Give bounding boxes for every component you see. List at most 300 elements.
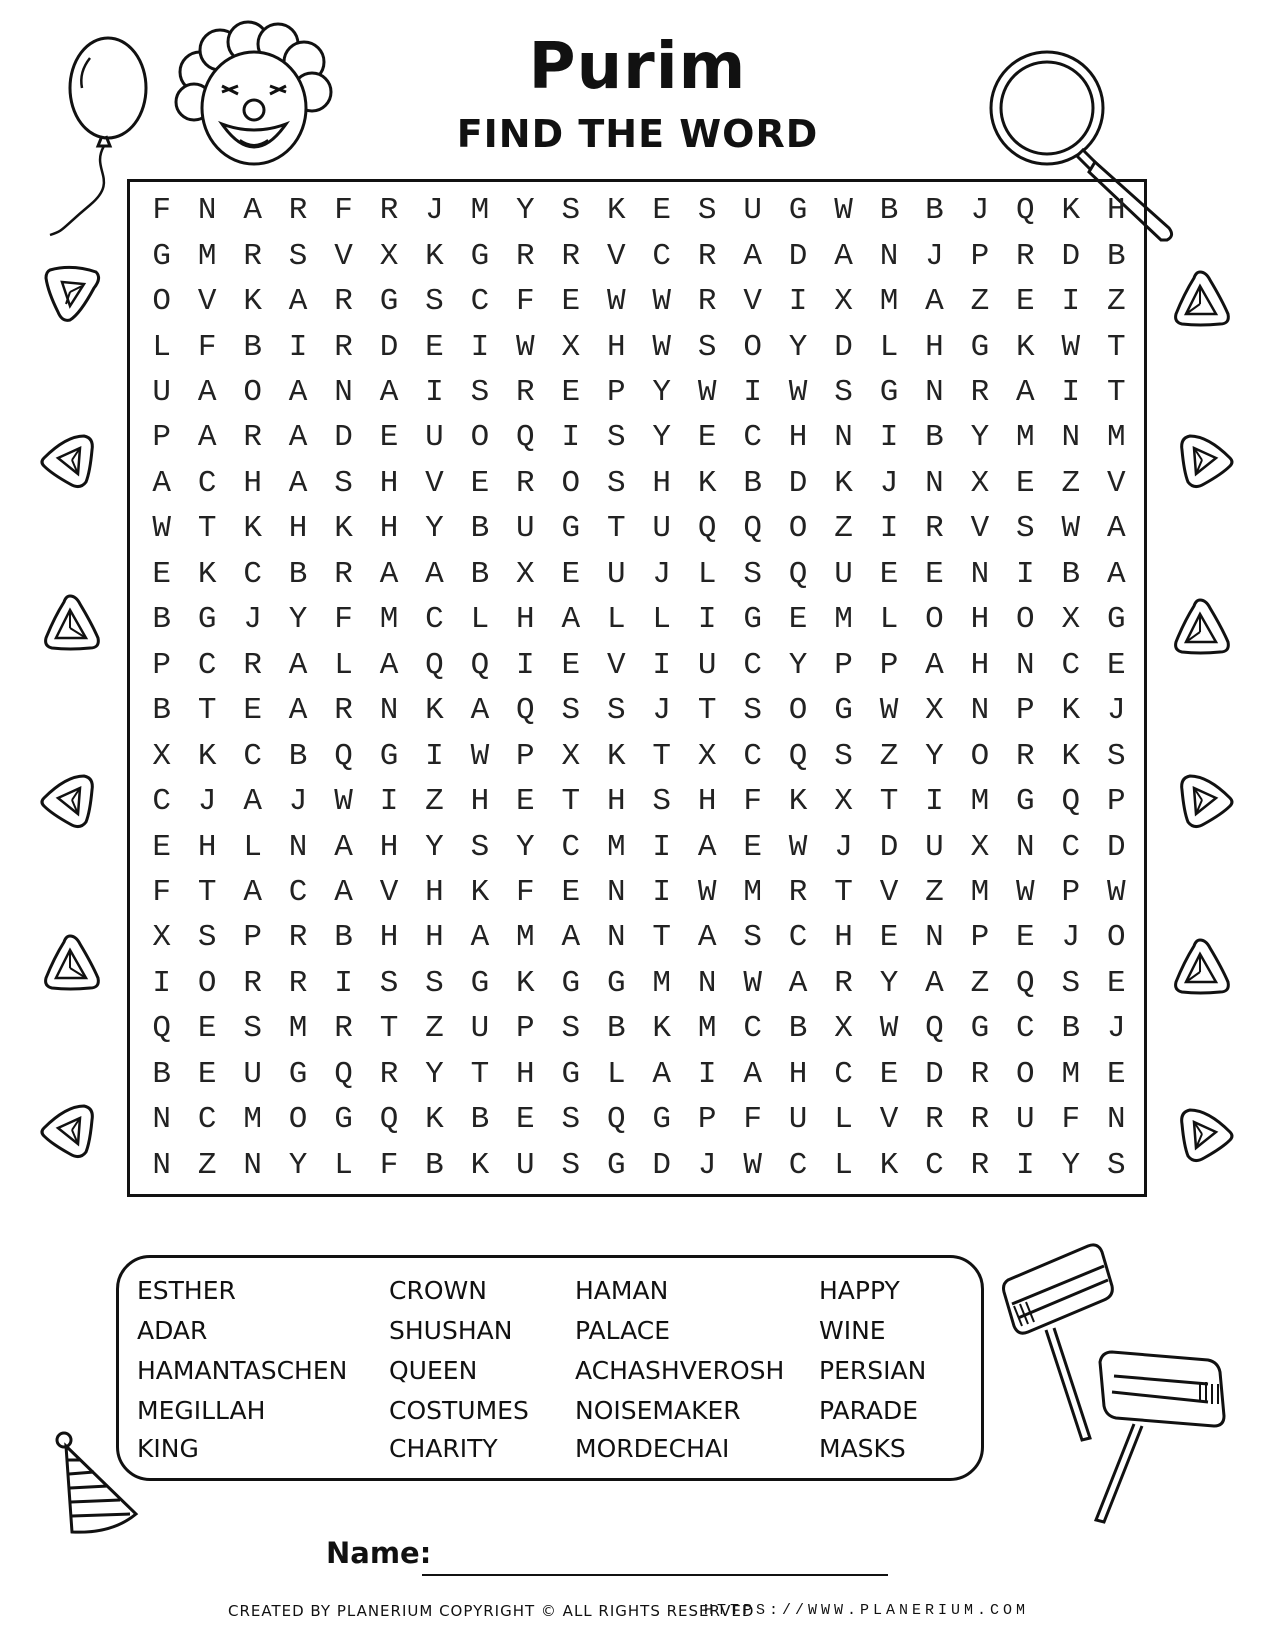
grid-letter[interactable]: S [1106, 738, 1126, 774]
grid-letter[interactable]: H [425, 875, 444, 911]
grid-letter[interactable]: S [1061, 965, 1081, 1001]
grid-letter[interactable]: E [561, 284, 581, 320]
grid-letter[interactable]: X [561, 738, 581, 774]
grid-letter[interactable]: U [834, 556, 853, 592]
grid-letter[interactable]: V [334, 238, 353, 274]
grid-letter[interactable]: O [788, 693, 808, 729]
grid-letter[interactable]: L [652, 602, 672, 638]
grid-letter[interactable]: E [879, 1056, 899, 1092]
grid-letter[interactable]: N [606, 875, 626, 911]
grid-letter[interactable]: I [470, 329, 490, 365]
name-input-line[interactable] [422, 1574, 888, 1576]
grid-letter[interactable]: U [697, 647, 717, 683]
grid-letter[interactable]: L [152, 329, 172, 365]
grid-letter[interactable]: U [425, 420, 444, 456]
grid-letter[interactable]: A [925, 965, 944, 1001]
grid-letter[interactable]: W [1106, 875, 1126, 911]
grid-letter[interactable]: E [425, 329, 444, 365]
grid-letter[interactable]: A [334, 829, 353, 865]
grid-letter[interactable]: C [743, 647, 762, 683]
grid-letter[interactable]: H [470, 784, 490, 820]
grid-letter[interactable]: C [197, 647, 217, 683]
grid-letter[interactable]: B [743, 465, 762, 501]
grid-letter[interactable]: J [288, 784, 308, 820]
grid-letter[interactable]: X [925, 693, 944, 729]
grid-letter[interactable]: G [1016, 784, 1035, 820]
grid-letter[interactable]: K [425, 238, 444, 274]
grid-letter[interactable]: R [1016, 738, 1035, 774]
grid-letter[interactable]: J [652, 693, 672, 729]
grid-letter[interactable]: E [516, 784, 535, 820]
grid-letter[interactable]: K [243, 284, 262, 320]
grid-letter[interactable]: B [288, 738, 308, 774]
grid-letter[interactable]: X [516, 556, 535, 592]
grid-letter[interactable]: O [243, 375, 262, 411]
grid-letter[interactable]: R [379, 193, 399, 229]
grid-letter[interactable]: A [379, 556, 399, 592]
footer-url[interactable]: HTTPS://WWW.PLANERIUM.COM [704, 1602, 1030, 1619]
grid-letter[interactable]: I [1061, 284, 1081, 320]
grid-letter[interactable]: A [1106, 511, 1126, 547]
grid-letter[interactable]: H [197, 829, 217, 865]
grid-letter[interactable]: P [243, 920, 262, 956]
grid-letter[interactable]: S [652, 784, 672, 820]
grid-letter[interactable]: D [334, 420, 353, 456]
grid-letter[interactable]: G [652, 1102, 672, 1138]
grid-letter[interactable]: Q [788, 556, 808, 592]
grid-letter[interactable]: M [606, 829, 626, 865]
grid-letter[interactable]: S [697, 193, 717, 229]
grid-letter[interactable]: N [970, 693, 990, 729]
grid-letter[interactable]: H [379, 465, 399, 501]
grid-letter[interactable]: L [834, 1102, 853, 1138]
grid-letter[interactable]: G [197, 602, 217, 638]
grid-letter[interactable]: D [379, 329, 399, 365]
grid-letter[interactable]: B [425, 1147, 444, 1183]
grid-letter[interactable]: E [697, 420, 717, 456]
grid-letter[interactable]: B [470, 1102, 490, 1138]
grid-letter[interactable]: W [516, 329, 535, 365]
grid-letter[interactable]: P [697, 1102, 717, 1138]
grid-letter[interactable]: K [1061, 738, 1081, 774]
grid-letter[interactable]: U [743, 193, 762, 229]
grid-letter[interactable]: H [834, 920, 853, 956]
grid-letter[interactable]: G [879, 375, 899, 411]
grid-letter[interactable]: B [243, 329, 262, 365]
grid-letter[interactable]: V [879, 875, 899, 911]
grid-letter[interactable]: M [652, 965, 672, 1001]
grid-letter[interactable]: R [243, 647, 262, 683]
grid-letter[interactable]: R [970, 375, 990, 411]
grid-letter[interactable]: A [243, 875, 262, 911]
grid-letter[interactable]: W [1016, 875, 1035, 911]
grid-letter[interactable]: H [970, 647, 990, 683]
grid-letter[interactable]: H [379, 920, 399, 956]
grid-letter[interactable]: Q [516, 693, 535, 729]
grid-letter[interactable]: U [243, 1056, 262, 1092]
grid-letter[interactable]: I [1016, 556, 1035, 592]
grid-letter[interactable]: S [561, 1011, 581, 1047]
grid-letter[interactable]: K [516, 965, 535, 1001]
grid-letter[interactable]: N [1106, 1102, 1126, 1138]
grid-letter[interactable]: P [606, 375, 626, 411]
grid-letter[interactable]: T [561, 784, 581, 820]
grid-letter[interactable]: D [652, 1147, 672, 1183]
grid-letter[interactable]: D [788, 465, 808, 501]
grid-letter[interactable]: A [243, 193, 262, 229]
grid-letter[interactable]: N [834, 420, 853, 456]
grid-letter[interactable]: R [788, 875, 808, 911]
grid-letter[interactable]: F [743, 1102, 762, 1138]
grid-letter[interactable]: N [243, 1147, 262, 1183]
grid-letter[interactable]: Q [334, 738, 353, 774]
grid-letter[interactable]: X [1061, 602, 1081, 638]
grid-letter[interactable]: B [788, 1011, 808, 1047]
grid-letter[interactable]: F [516, 875, 535, 911]
grid-letter[interactable]: L [697, 556, 717, 592]
grid-letter[interactable]: U [788, 1102, 808, 1138]
grid-letter[interactable]: C [561, 829, 581, 865]
grid-letter[interactable]: Y [652, 375, 672, 411]
grid-letter[interactable]: G [152, 238, 172, 274]
grid-letter[interactable]: B [1061, 556, 1081, 592]
grid-letter[interactable]: G [970, 329, 990, 365]
grid-letter[interactable]: X [152, 738, 172, 774]
grid-letter[interactable]: Q [697, 511, 717, 547]
grid-letter[interactable]: N [152, 1102, 172, 1138]
grid-letter[interactable]: P [152, 647, 172, 683]
grid-letter[interactable]: K [834, 465, 853, 501]
grid-letter[interactable]: S [425, 284, 444, 320]
grid-letter[interactable]: M [879, 284, 899, 320]
grid-letter[interactable]: Q [606, 1102, 626, 1138]
grid-letter[interactable]: S [834, 738, 853, 774]
grid-letter[interactable]: B [1061, 1011, 1081, 1047]
grid-letter[interactable]: T [1106, 375, 1126, 411]
grid-letter[interactable]: H [243, 465, 262, 501]
grid-letter[interactable]: H [606, 784, 626, 820]
grid-letter[interactable]: Z [970, 284, 990, 320]
grid-letter[interactable]: C [288, 875, 308, 911]
grid-letter[interactable]: Q [334, 1056, 353, 1092]
grid-letter[interactable]: C [925, 1147, 944, 1183]
grid-letter[interactable]: E [379, 420, 399, 456]
grid-letter[interactable]: P [152, 420, 172, 456]
grid-letter[interactable]: R [1016, 238, 1035, 274]
grid-letter[interactable]: N [1016, 829, 1035, 865]
grid-letter[interactable]: V [197, 284, 217, 320]
grid-letter[interactable]: A [743, 1056, 762, 1092]
grid-letter[interactable]: S [606, 420, 626, 456]
grid-letter[interactable]: Q [788, 738, 808, 774]
grid-letter[interactable]: P [834, 647, 853, 683]
grid-letter[interactable]: E [243, 693, 262, 729]
grid-letter[interactable]: C [834, 1056, 853, 1092]
grid-letter[interactable]: M [970, 784, 990, 820]
grid-letter[interactable]: Y [425, 829, 444, 865]
grid-letter[interactable]: A [788, 965, 808, 1001]
grid-letter[interactable]: H [288, 511, 308, 547]
grid-letter[interactable]: C [197, 465, 217, 501]
grid-letter[interactable]: U [516, 1147, 535, 1183]
grid-letter[interactable]: Z [197, 1147, 217, 1183]
grid-letter[interactable]: A [379, 375, 399, 411]
grid-letter[interactable]: Z [425, 1011, 444, 1047]
grid-letter[interactable]: I [879, 511, 899, 547]
grid-letter[interactable]: H [925, 329, 944, 365]
grid-letter[interactable]: G [743, 602, 762, 638]
grid-letter[interactable]: R [516, 375, 535, 411]
grid-letter[interactable]: A [925, 647, 944, 683]
grid-letter[interactable]: I [652, 647, 672, 683]
grid-letter[interactable]: J [1106, 1011, 1126, 1047]
grid-letter[interactable]: C [1061, 647, 1081, 683]
grid-letter[interactable]: O [970, 738, 990, 774]
grid-letter[interactable]: R [697, 238, 717, 274]
grid-letter[interactable]: M [516, 920, 535, 956]
grid-letter[interactable]: J [1106, 693, 1126, 729]
grid-letter[interactable]: F [516, 284, 535, 320]
grid-letter[interactable]: Y [288, 1147, 308, 1183]
grid-letter[interactable]: W [470, 738, 490, 774]
grid-letter[interactable]: O [1016, 602, 1035, 638]
grid-letter[interactable]: N [925, 375, 944, 411]
grid-letter[interactable]: M [197, 238, 217, 274]
grid-letter[interactable]: I [425, 375, 444, 411]
grid-letter[interactable]: K [425, 1102, 444, 1138]
grid-letter[interactable]: S [561, 193, 581, 229]
grid-letter[interactable]: E [561, 647, 581, 683]
grid-letter[interactable]: B [152, 602, 172, 638]
grid-letter[interactable]: C [788, 920, 808, 956]
grid-letter[interactable]: I [697, 602, 717, 638]
grid-letter[interactable]: O [743, 329, 762, 365]
grid-letter[interactable]: G [470, 965, 490, 1001]
grid-letter[interactable]: L [879, 329, 899, 365]
grid-letter[interactable]: X [970, 465, 990, 501]
grid-letter[interactable]: C [652, 238, 672, 274]
grid-letter[interactable]: T [197, 511, 217, 547]
grid-letter[interactable]: R [334, 693, 353, 729]
grid-letter[interactable]: H [516, 602, 535, 638]
grid-letter[interactable]: I [516, 647, 535, 683]
grid-letter[interactable]: J [197, 784, 217, 820]
grid-letter[interactable]: K [1061, 193, 1081, 229]
grid-letter[interactable]: Y [879, 965, 899, 1001]
grid-letter[interactable]: E [1106, 1056, 1126, 1092]
grid-letter[interactable]: Q [152, 1011, 172, 1047]
grid-letter[interactable]: T [197, 875, 217, 911]
grid-letter[interactable]: T [834, 875, 853, 911]
grid-letter[interactable]: X [561, 329, 581, 365]
grid-letter[interactable]: R [516, 465, 535, 501]
grid-letter[interactable]: N [697, 965, 717, 1001]
grid-letter[interactable]: H [1106, 193, 1126, 229]
grid-letter[interactable]: A [925, 284, 944, 320]
grid-letter[interactable]: S [561, 1102, 581, 1138]
grid-letter[interactable]: X [834, 284, 853, 320]
grid-letter[interactable]: Y [425, 1056, 444, 1092]
grid-letter[interactable]: S [1016, 511, 1035, 547]
grid-letter[interactable]: R [834, 965, 853, 1001]
grid-letter[interactable]: N [379, 693, 399, 729]
grid-letter[interactable]: E [197, 1011, 217, 1047]
grid-letter[interactable]: V [743, 284, 762, 320]
grid-letter[interactable]: U [152, 375, 172, 411]
grid-letter[interactable]: I [334, 965, 353, 1001]
grid-letter[interactable]: M [1016, 420, 1035, 456]
grid-letter[interactable]: N [152, 1147, 172, 1183]
grid-letter[interactable]: J [925, 238, 944, 274]
grid-letter[interactable]: Q [379, 1102, 399, 1138]
grid-letter[interactable]: Y [652, 420, 672, 456]
grid-letter[interactable]: C [152, 784, 172, 820]
grid-letter[interactable]: W [152, 511, 172, 547]
grid-letter[interactable]: A [425, 556, 444, 592]
grid-letter[interactable]: V [379, 875, 399, 911]
grid-letter[interactable]: Z [879, 738, 899, 774]
grid-letter[interactable]: S [606, 465, 626, 501]
grid-letter[interactable]: F [334, 602, 353, 638]
grid-letter[interactable]: B [925, 193, 944, 229]
grid-letter[interactable]: O [288, 1102, 308, 1138]
grid-letter[interactable]: I [925, 784, 944, 820]
grid-letter[interactable]: Z [834, 511, 853, 547]
grid-letter[interactable]: E [561, 375, 581, 411]
grid-letter[interactable]: C [243, 556, 262, 592]
grid-letter[interactable]: U [925, 829, 944, 865]
grid-letter[interactable]: I [1061, 375, 1081, 411]
grid-letter[interactable]: B [470, 511, 490, 547]
grid-letter[interactable]: R [243, 420, 262, 456]
grid-letter[interactable]: H [970, 602, 990, 638]
grid-letter[interactable]: R [243, 965, 262, 1001]
grid-letter[interactable]: E [561, 556, 581, 592]
grid-letter[interactable]: S [197, 920, 217, 956]
grid-letter[interactable]: E [1016, 920, 1035, 956]
grid-letter[interactable]: Z [970, 965, 990, 1001]
grid-letter[interactable]: C [743, 738, 762, 774]
grid-letter[interactable]: I [652, 875, 672, 911]
grid-letter[interactable]: V [425, 465, 444, 501]
grid-letter[interactable]: G [561, 1056, 581, 1092]
grid-letter[interactable]: M [379, 602, 399, 638]
grid-letter[interactable]: E [561, 875, 581, 911]
grid-letter[interactable]: A [697, 829, 717, 865]
grid-letter[interactable]: E [652, 193, 672, 229]
grid-letter[interactable]: A [243, 784, 262, 820]
grid-letter[interactable]: S [243, 1011, 262, 1047]
grid-letter[interactable]: X [152, 920, 172, 956]
grid-letter[interactable]: S [606, 693, 626, 729]
grid-letter[interactable]: Y [970, 420, 990, 456]
grid-letter[interactable]: R [516, 238, 535, 274]
grid-letter[interactable]: W [834, 193, 853, 229]
grid-letter[interactable]: A [288, 647, 308, 683]
grid-letter[interactable]: A [1106, 556, 1126, 592]
grid-letter[interactable]: N [334, 375, 353, 411]
grid-letter[interactable]: P [1016, 693, 1035, 729]
grid-letter[interactable]: W [788, 375, 808, 411]
grid-letter[interactable]: C [743, 420, 762, 456]
grid-letter[interactable]: Q [1061, 784, 1081, 820]
grid-letter[interactable]: E [925, 556, 944, 592]
grid-letter[interactable]: J [970, 193, 990, 229]
grid-letter[interactable]: W [697, 875, 717, 911]
grid-letter[interactable]: A [197, 375, 217, 411]
grid-letter[interactable]: M [743, 875, 762, 911]
grid-letter[interactable]: J [652, 556, 672, 592]
grid-letter[interactable]: Y [925, 738, 944, 774]
grid-letter[interactable]: Q [470, 647, 490, 683]
grid-letter[interactable]: M [697, 1011, 717, 1047]
grid-letter[interactable]: S [561, 693, 581, 729]
grid-letter[interactable]: Q [1016, 193, 1035, 229]
grid-letter[interactable]: K [197, 556, 217, 592]
grid-letter[interactable]: N [879, 238, 899, 274]
grid-letter[interactable]: Z [1106, 284, 1126, 320]
grid-letter[interactable]: P [970, 238, 990, 274]
grid-letter[interactable]: Z [925, 875, 944, 911]
grid-letter[interactable]: R [970, 1147, 990, 1183]
grid-letter[interactable]: H [606, 329, 626, 365]
grid-letter[interactable]: N [925, 465, 944, 501]
grid-letter[interactable]: M [1061, 1056, 1081, 1092]
grid-letter[interactable]: B [152, 1056, 172, 1092]
grid-letter[interactable]: E [470, 465, 490, 501]
grid-letter[interactable]: R [288, 920, 308, 956]
grid-letter[interactable]: A [652, 1056, 672, 1092]
grid-letter[interactable]: Q [925, 1011, 944, 1047]
grid-letter[interactable]: Y [288, 602, 308, 638]
grid-letter[interactable]: S [425, 965, 444, 1001]
grid-letter[interactable]: E [516, 1102, 535, 1138]
grid-letter[interactable]: H [379, 829, 399, 865]
grid-letter[interactable]: V [1106, 465, 1126, 501]
grid-letter[interactable]: U [606, 556, 626, 592]
grid-letter[interactable]: R [970, 1056, 990, 1092]
grid-letter[interactable]: E [152, 556, 172, 592]
grid-letter[interactable]: D [879, 829, 899, 865]
grid-letter[interactable]: I [652, 829, 672, 865]
grid-letter[interactable]: Y [788, 647, 808, 683]
grid-letter[interactable]: E [197, 1056, 217, 1092]
grid-letter[interactable]: W [879, 1011, 899, 1047]
grid-letter[interactable]: C [1061, 829, 1081, 865]
grid-letter[interactable]: P [516, 1011, 535, 1047]
grid-letter[interactable]: M [288, 1011, 308, 1047]
grid-letter[interactable]: K [470, 1147, 490, 1183]
grid-letter[interactable]: Z [425, 784, 444, 820]
grid-letter[interactable]: E [743, 829, 762, 865]
grid-letter[interactable]: F [1061, 1102, 1081, 1138]
grid-letter[interactable]: L [334, 647, 353, 683]
grid-letter[interactable]: D [788, 238, 808, 274]
grid-letter[interactable]: A [470, 693, 490, 729]
grid-letter[interactable]: N [970, 556, 990, 592]
grid-letter[interactable]: R [970, 1102, 990, 1138]
grid-letter[interactable]: T [470, 1056, 490, 1092]
grid-letter[interactable]: R [697, 284, 717, 320]
grid-letter[interactable]: S [470, 375, 490, 411]
grid-letter[interactable]: N [1016, 647, 1035, 683]
grid-letter[interactable]: Y [425, 511, 444, 547]
grid-letter[interactable]: X [834, 784, 853, 820]
grid-letter[interactable]: B [606, 1011, 626, 1047]
grid-letter[interactable]: R [288, 965, 308, 1001]
grid-letter[interactable]: H [788, 1056, 808, 1092]
grid-letter[interactable]: G [470, 238, 490, 274]
